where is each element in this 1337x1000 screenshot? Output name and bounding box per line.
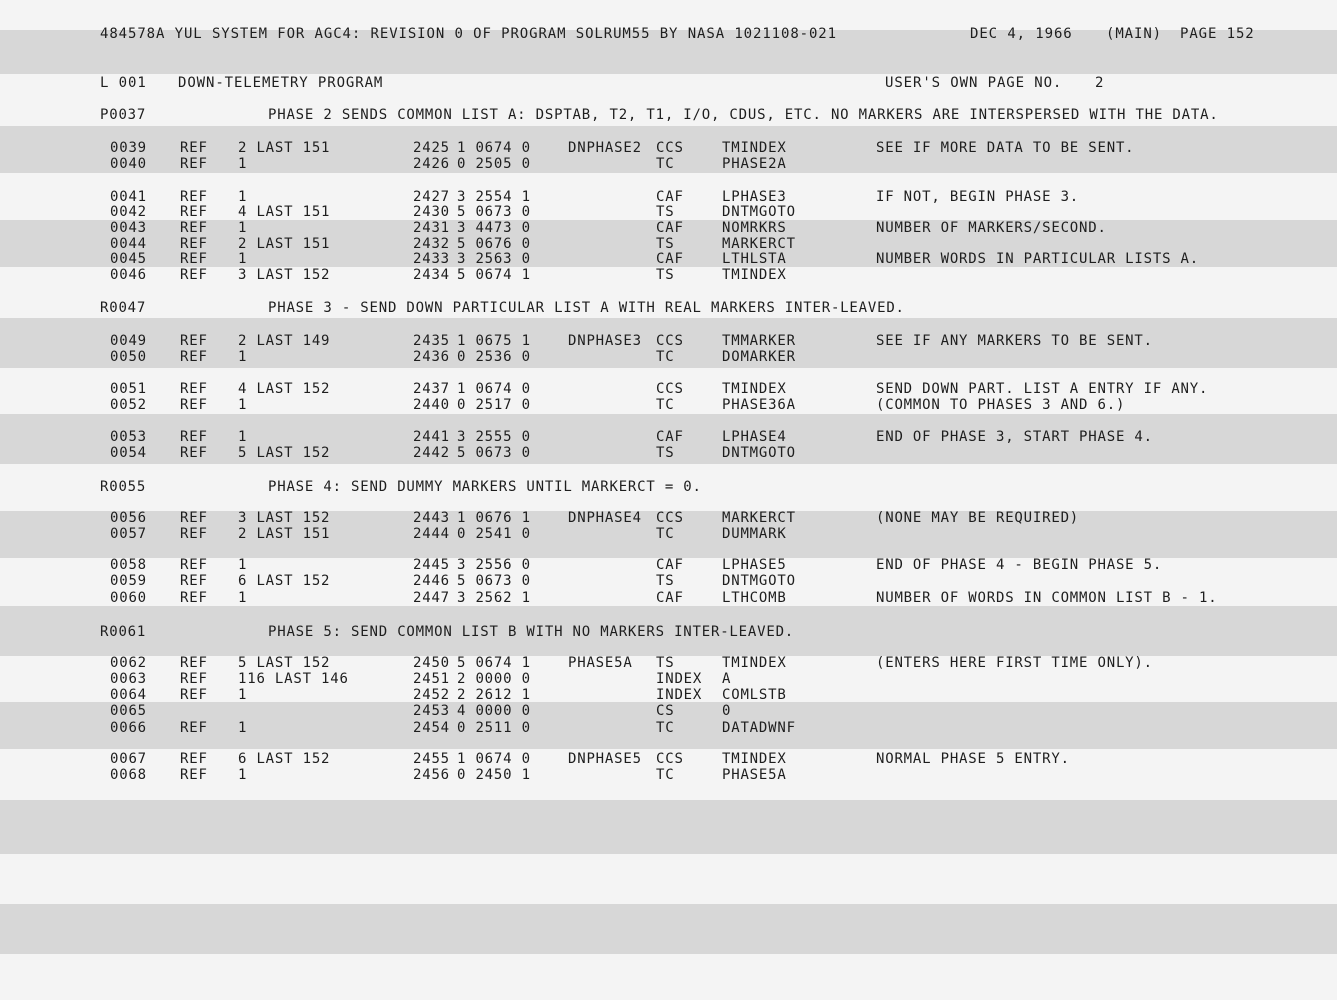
ref-detail: 2 LAST 149: [238, 333, 331, 349]
octal-word: 3 2555 0: [457, 429, 531, 445]
label: PHASE5A: [568, 655, 633, 671]
line-number: 0060: [110, 590, 147, 606]
octal-word: 1 0676 1: [457, 510, 531, 526]
ref-detail: 116 LAST 146: [238, 671, 349, 687]
operand: MARKERCT: [722, 510, 796, 526]
comment: (NONE MAY BE REQUIRED): [876, 510, 1080, 526]
address: 2440: [413, 397, 450, 413]
comment: (ENTERS HERE FIRST TIME ONLY).: [876, 655, 1153, 671]
address: 2443: [413, 510, 450, 526]
ref-keyword: REF: [180, 381, 208, 397]
opcode: TC: [656, 156, 675, 172]
address: 2432: [413, 236, 450, 252]
code-line: [0, 156, 1337, 173]
ref-detail: 1: [238, 220, 248, 236]
remark-text: PHASE 5: SEND COMMON LIST B WITH NO MARKERS INTER-LEAVED.: [268, 624, 795, 640]
label: DNPHASE3: [568, 333, 642, 349]
ref-keyword: REF: [180, 526, 208, 542]
octal-word: 5 0673 0: [457, 204, 531, 220]
address: 2437: [413, 381, 450, 397]
address: 2430: [413, 204, 450, 220]
line-number: 0044: [110, 236, 147, 252]
line-number: 0041: [110, 189, 147, 205]
line-number: 0054: [110, 445, 147, 461]
ref-detail: 1: [238, 590, 248, 606]
ref-detail: 1: [238, 251, 248, 267]
operand: DNTMGOTO: [722, 573, 796, 589]
ref-keyword: REF: [180, 557, 208, 573]
opcode: TC: [656, 349, 675, 365]
label: DNPHASE5: [568, 751, 642, 767]
code-line: [0, 671, 1337, 688]
operand: TMINDEX: [722, 751, 787, 767]
opcode: TS: [656, 445, 675, 461]
octal-word: 0 2541 0: [457, 526, 531, 542]
header-main: (MAIN): [1106, 26, 1162, 42]
code-line: [0, 445, 1337, 462]
line-number: 0058: [110, 557, 147, 573]
octal-word: 5 0673 0: [457, 445, 531, 461]
octal-word: 5 0673 0: [457, 573, 531, 589]
address: 2456: [413, 767, 450, 783]
opcode: TS: [656, 267, 675, 283]
operand: A: [722, 671, 732, 687]
code-line: [0, 557, 1337, 574]
operand: DNTMGOTO: [722, 445, 796, 461]
ref-keyword: REF: [180, 720, 208, 736]
line-number: 0051: [110, 381, 147, 397]
operand: 0: [722, 703, 732, 719]
opcode: TC: [656, 720, 675, 736]
ref-detail: 1: [238, 720, 248, 736]
remark-id: P0037: [100, 107, 147, 123]
octal-word: 3 2563 0: [457, 251, 531, 267]
operand: DOMARKER: [722, 349, 796, 365]
ref-detail: 6 LAST 152: [238, 751, 331, 767]
octal-word: 0 2450 1: [457, 767, 531, 783]
opcode: TC: [656, 767, 675, 783]
octal-word: 2 0000 0: [457, 671, 531, 687]
page-subheader: [0, 75, 1337, 92]
remark-text: PHASE 4: SEND DUMMY MARKERS UNTIL MARKERCT = 0.: [268, 479, 702, 495]
address: 2455: [413, 751, 450, 767]
operand: MARKERCT: [722, 236, 796, 252]
line-number: 0068: [110, 767, 147, 783]
operand: NOMRKRS: [722, 220, 787, 236]
address: 2431: [413, 220, 450, 236]
address: 2454: [413, 720, 450, 736]
ref-keyword: REF: [180, 204, 208, 220]
octal-word: 5 0676 0: [457, 236, 531, 252]
ref-keyword: REF: [180, 397, 208, 413]
ref-detail: 2 LAST 151: [238, 140, 331, 156]
octal-word: 3 4473 0: [457, 220, 531, 236]
operand: COMLSTB: [722, 687, 787, 703]
address: 2441: [413, 429, 450, 445]
operand: TMMARKER: [722, 333, 796, 349]
ref-keyword: REF: [180, 573, 208, 589]
comment: END OF PHASE 4 - BEGIN PHASE 5.: [876, 557, 1163, 573]
ref-keyword: REF: [180, 655, 208, 671]
ref-keyword: REF: [180, 236, 208, 252]
operand: LTHLSTA: [722, 251, 787, 267]
code-line: [0, 687, 1337, 704]
opcode: CAF: [656, 590, 684, 606]
octal-word: 0 2505 0: [457, 156, 531, 172]
opcode: CCS: [656, 751, 684, 767]
operand: PHASE36A: [722, 397, 796, 413]
opcode: CAF: [656, 220, 684, 236]
remark-text: PHASE 2 SENDS COMMON LIST A: DSPTAB, T2, T1, I/O, CDUS, ETC. NO MARKERS ARE INTERSPERSED WITH THE DATA.: [268, 107, 1219, 123]
line-number: 0040: [110, 156, 147, 172]
code-line: [0, 267, 1337, 284]
address: 2453: [413, 703, 450, 719]
operand: LPHASE4: [722, 429, 787, 445]
ref-keyword: REF: [180, 510, 208, 526]
operand: DATADWNF: [722, 720, 796, 736]
code-line: [0, 751, 1337, 768]
opcode: TC: [656, 526, 675, 542]
octal-word: 1 0674 0: [457, 140, 531, 156]
ref-keyword: REF: [180, 445, 208, 461]
paper-band: [0, 800, 1337, 854]
paper-band: [0, 904, 1337, 954]
opcode: TS: [656, 204, 675, 220]
line-number: 0062: [110, 655, 147, 671]
octal-word: 2 2612 1: [457, 687, 531, 703]
comment: (COMMON TO PHASES 3 AND 6.): [876, 397, 1126, 413]
ref-detail: 5 LAST 152: [238, 655, 331, 671]
ref-detail: 3 LAST 152: [238, 510, 331, 526]
line-number: 0042: [110, 204, 147, 220]
octal-word: 4 0000 0: [457, 703, 531, 719]
ref-detail: 2 LAST 151: [238, 526, 331, 542]
remark-line: [0, 624, 1337, 641]
opcode: TS: [656, 236, 675, 252]
section-title: DOWN-TELEMETRY PROGRAM: [178, 75, 384, 91]
octal-word: 0 2517 0: [457, 397, 531, 413]
remark-id: R0061: [100, 624, 147, 640]
operand: PHASE2A: [722, 156, 787, 172]
remark-line: [0, 479, 1337, 496]
code-line: [0, 767, 1337, 784]
ref-detail: 1: [238, 767, 248, 783]
address: 2451: [413, 671, 450, 687]
ref-detail: 4 LAST 152: [238, 381, 331, 397]
remark-id: R0055: [100, 479, 147, 495]
octal-word: 0 2511 0: [457, 720, 531, 736]
address: 2445: [413, 557, 450, 573]
ref-detail: 1: [238, 349, 248, 365]
comment: SEE IF MORE DATA TO BE SENT.: [876, 140, 1135, 156]
opcode: CAF: [656, 251, 684, 267]
comment: SEND DOWN PART. LIST A ENTRY IF ANY.: [876, 381, 1209, 397]
octal-word: 3 2554 1: [457, 189, 531, 205]
operand: LPHASE5: [722, 557, 787, 573]
code-line: [0, 204, 1337, 221]
octal-word: 1 0674 0: [457, 751, 531, 767]
code-line: [0, 381, 1337, 398]
line-number: 0039: [110, 140, 147, 156]
ref-detail: 1: [238, 397, 248, 413]
address: 2442: [413, 445, 450, 461]
ref-keyword: REF: [180, 671, 208, 687]
line-number: 0049: [110, 333, 147, 349]
operand: TMINDEX: [722, 655, 787, 671]
ref-keyword: REF: [180, 189, 208, 205]
line-number: 0046: [110, 267, 147, 283]
opcode: CAF: [656, 429, 684, 445]
address: 2435: [413, 333, 450, 349]
page-header: [0, 26, 1337, 43]
code-line: [0, 429, 1337, 446]
line-number: 0067: [110, 751, 147, 767]
address: 2425: [413, 140, 450, 156]
comment: SEE IF ANY MARKERS TO BE SENT.: [876, 333, 1153, 349]
comment: NORMAL PHASE 5 ENTRY.: [876, 751, 1070, 767]
opcode: TC: [656, 397, 675, 413]
comment: END OF PHASE 3, START PHASE 4.: [876, 429, 1153, 445]
code-line: [0, 590, 1337, 607]
opcode: CAF: [656, 557, 684, 573]
line-number: 0066: [110, 720, 147, 736]
ref-detail: 1: [238, 189, 248, 205]
users-page-number: 2: [1095, 75, 1105, 91]
code-line: [0, 720, 1337, 737]
line-number: 0057: [110, 526, 147, 542]
operand: LPHASE3: [722, 189, 787, 205]
opcode: TS: [656, 655, 675, 671]
ref-detail: 2 LAST 151: [238, 236, 331, 252]
operand: PHASE5A: [722, 767, 787, 783]
ref-keyword: REF: [180, 220, 208, 236]
ref-detail: 1: [238, 429, 248, 445]
ref-keyword: REF: [180, 767, 208, 783]
address: 2444: [413, 526, 450, 542]
code-line: [0, 655, 1337, 672]
comment: NUMBER OF WORDS IN COMMON LIST B - 1.: [876, 590, 1218, 606]
operand: DUMMARK: [722, 526, 787, 542]
address: 2452: [413, 687, 450, 703]
label: DNPHASE4: [568, 510, 642, 526]
line-number: 0052: [110, 397, 147, 413]
opcode: CCS: [656, 510, 684, 526]
ref-detail: 1: [238, 557, 248, 573]
header-page-number: PAGE 152: [1180, 26, 1255, 42]
line-number: 0045: [110, 251, 147, 267]
ref-keyword: REF: [180, 751, 208, 767]
ref-keyword: REF: [180, 687, 208, 703]
ref-keyword: REF: [180, 251, 208, 267]
opcode: TS: [656, 573, 675, 589]
address: 2450: [413, 655, 450, 671]
octal-word: 1 0674 0: [457, 381, 531, 397]
header-date: DEC 4, 1966: [970, 26, 1073, 42]
operand: LTHCOMB: [722, 590, 787, 606]
code-line: [0, 333, 1337, 350]
line-number: 0064: [110, 687, 147, 703]
address: 2433: [413, 251, 450, 267]
opcode: INDEX: [656, 671, 703, 687]
ref-keyword: REF: [180, 140, 208, 156]
code-line: [0, 220, 1337, 237]
code-line: [0, 397, 1337, 414]
address: 2446: [413, 573, 450, 589]
ref-keyword: REF: [180, 267, 208, 283]
code-line: [0, 349, 1337, 366]
octal-word: 3 2562 1: [457, 590, 531, 606]
opcode: CAF: [656, 189, 684, 205]
octal-word: 3 2556 0: [457, 557, 531, 573]
opcode: CS: [656, 703, 675, 719]
line-number: 0065: [110, 703, 147, 719]
header-title: 484578A YUL SYSTEM FOR AGC4: REVISION 0 OF PROGRAM SOLRUM55 BY NASA 1021108-021: [100, 26, 837, 42]
opcode: CCS: [656, 333, 684, 349]
label: DNPHASE2: [568, 140, 642, 156]
ref-keyword: REF: [180, 429, 208, 445]
octal-word: 5 0674 1: [457, 655, 531, 671]
comment: IF NOT, BEGIN PHASE 3.: [876, 189, 1080, 205]
code-line: [0, 140, 1337, 157]
address: 2447: [413, 590, 450, 606]
ref-detail: 1: [238, 156, 248, 172]
comment: NUMBER WORDS IN PARTICULAR LISTS A.: [876, 251, 1200, 267]
address: 2427: [413, 189, 450, 205]
line-number: 0059: [110, 573, 147, 589]
remark-text: PHASE 3 - SEND DOWN PARTICULAR LIST A WITH REAL MARKERS INTER-LEAVED.: [268, 300, 905, 316]
ref-detail: 1: [238, 687, 248, 703]
operand: TMINDEX: [722, 381, 787, 397]
operand: TMINDEX: [722, 140, 787, 156]
ref-detail: 6 LAST 152: [238, 573, 331, 589]
ref-detail: 3 LAST 152: [238, 267, 331, 283]
operand: DNTMGOTO: [722, 204, 796, 220]
ref-keyword: REF: [180, 156, 208, 172]
ref-keyword: REF: [180, 333, 208, 349]
code-line: [0, 526, 1337, 543]
line-number: 0043: [110, 220, 147, 236]
opcode: INDEX: [656, 687, 703, 703]
line-number: 0050: [110, 349, 147, 365]
line-number: 0053: [110, 429, 147, 445]
address: 2436: [413, 349, 450, 365]
ref-detail: 5 LAST 152: [238, 445, 331, 461]
address: 2434: [413, 267, 450, 283]
code-line: [0, 703, 1337, 720]
opcode: CCS: [656, 140, 684, 156]
octal-word: 5 0674 1: [457, 267, 531, 283]
ref-detail: 4 LAST 151: [238, 204, 331, 220]
code-line: [0, 573, 1337, 590]
address: 2426: [413, 156, 450, 172]
users-page-label: USER'S OWN PAGE NO.: [885, 75, 1063, 91]
octal-word: 1 0675 1: [457, 333, 531, 349]
ref-keyword: REF: [180, 349, 208, 365]
remark-id: R0047: [100, 300, 147, 316]
ref-keyword: REF: [180, 590, 208, 606]
code-line: [0, 251, 1337, 268]
log-number: L 001: [100, 75, 147, 91]
comment: NUMBER OF MARKERS/SECOND.: [876, 220, 1107, 236]
code-line: [0, 510, 1337, 527]
line-number: 0056: [110, 510, 147, 526]
octal-word: 0 2536 0: [457, 349, 531, 365]
remark-line: [0, 107, 1337, 124]
line-number: 0063: [110, 671, 147, 687]
operand: TMINDEX: [722, 267, 787, 283]
opcode: CCS: [656, 381, 684, 397]
remark-line: [0, 300, 1337, 317]
